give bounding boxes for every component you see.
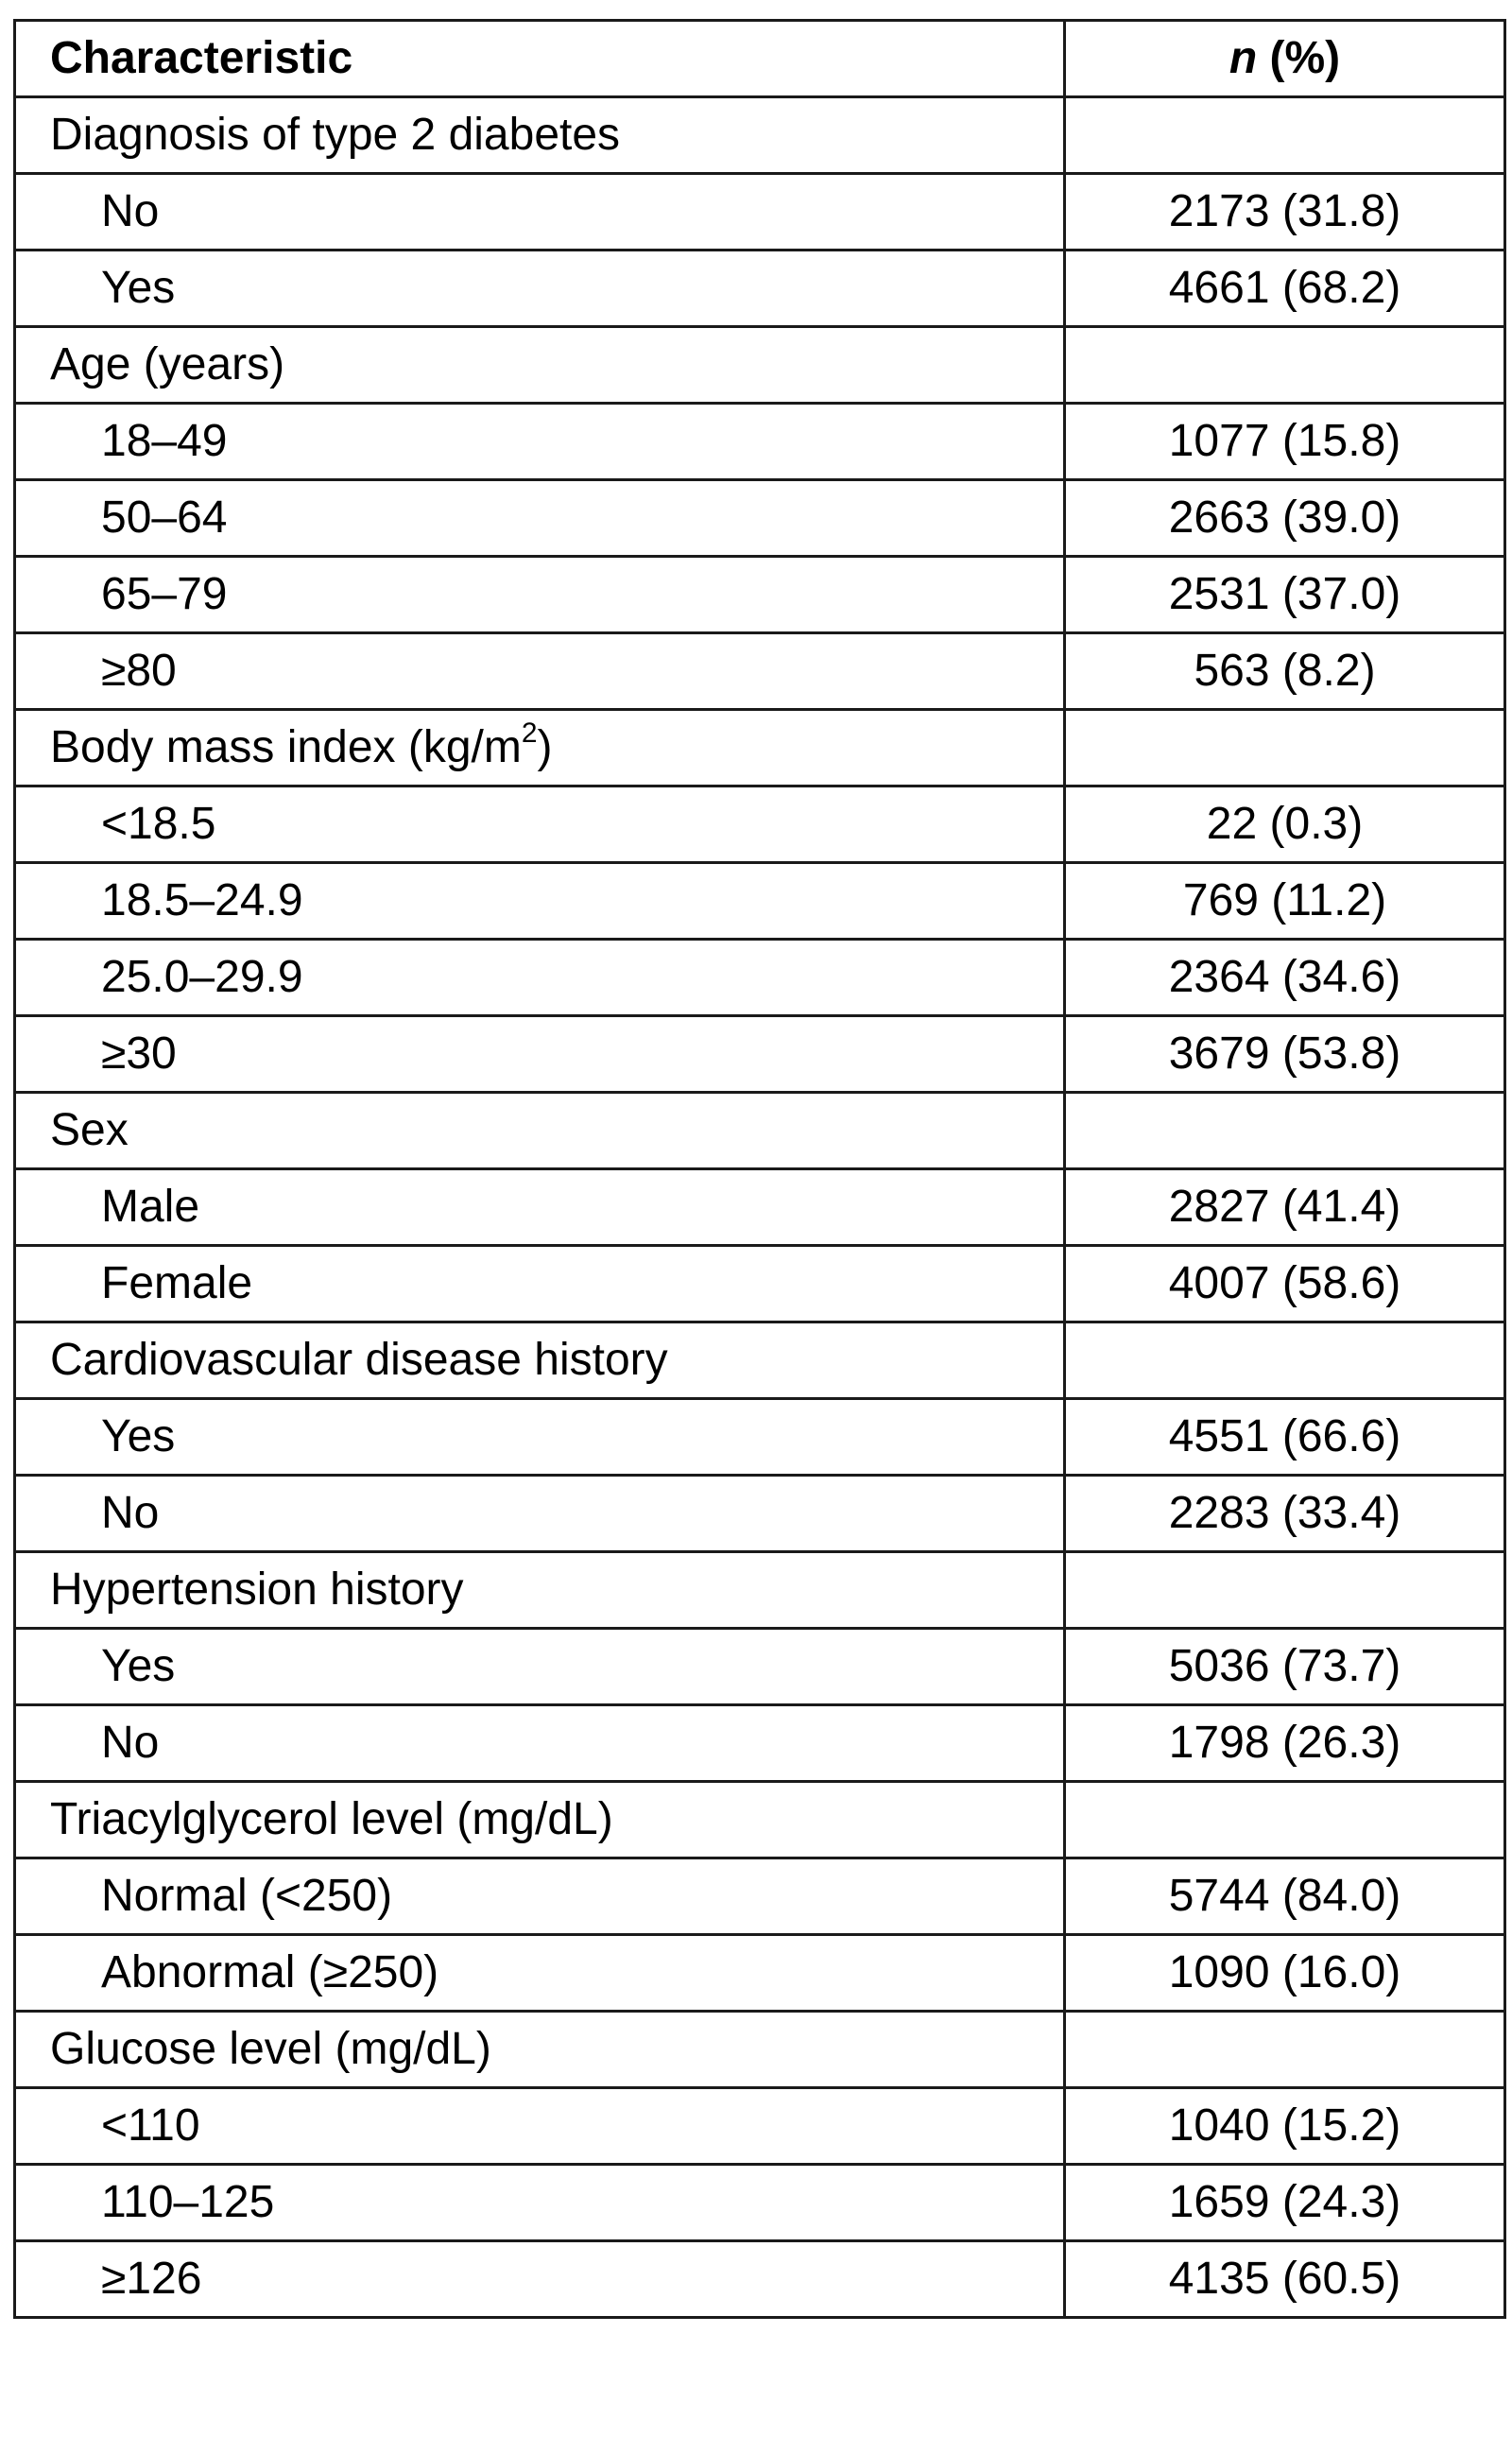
row-label: Female bbox=[15, 1246, 1065, 1322]
table-row bbox=[15, 1858, 1505, 1935]
row-label: <110 bbox=[15, 2088, 1065, 2165]
group-label: Sex bbox=[15, 1093, 1065, 1169]
characteristics-table bbox=[13, 19, 1506, 2319]
group-label-text: Body mass index (kg/m bbox=[50, 722, 522, 772]
header-n: n bbox=[1228, 33, 1258, 83]
table-row bbox=[15, 1016, 1505, 1093]
table-row bbox=[15, 633, 1505, 710]
row-value: 2364 (34.6) bbox=[1065, 940, 1505, 1016]
row-label: Abnormal (≥250) bbox=[15, 1935, 1065, 2012]
table-row bbox=[15, 480, 1505, 557]
header-percent: (%) bbox=[1257, 33, 1341, 83]
row-value: 1659 (24.3) bbox=[1065, 2165, 1505, 2241]
group-label: Glucose level (mg/dL) bbox=[15, 2012, 1065, 2088]
row-label: 18.5–24.9 bbox=[15, 863, 1065, 940]
table-row bbox=[15, 1705, 1505, 1782]
row-value: 1798 (26.3) bbox=[1065, 1705, 1505, 1782]
table-row bbox=[15, 2088, 1505, 2165]
row-label: Yes bbox=[15, 251, 1065, 327]
header-n-percent bbox=[1065, 21, 1505, 97]
row-value: 4661 (68.2) bbox=[1065, 251, 1505, 327]
group-label-suffix: ) bbox=[537, 722, 553, 772]
row-value: 4551 (66.6) bbox=[1065, 1399, 1505, 1476]
row-value: 4135 (60.5) bbox=[1065, 2241, 1505, 2318]
row-label: No bbox=[15, 1705, 1065, 1782]
group-value-empty bbox=[1065, 1552, 1505, 1629]
row-label: Yes bbox=[15, 1629, 1065, 1705]
table-row bbox=[15, 174, 1505, 251]
row-label: <18.5 bbox=[15, 786, 1065, 863]
group-value-empty bbox=[1065, 1322, 1505, 1399]
group-value-empty bbox=[1065, 1782, 1505, 1858]
group-row-glucose bbox=[15, 2012, 1505, 2088]
row-value: 5036 (73.7) bbox=[1065, 1629, 1505, 1705]
row-value: 2283 (33.4) bbox=[1065, 1476, 1505, 1552]
row-value: 3679 (53.8) bbox=[1065, 1016, 1505, 1093]
table-row bbox=[15, 2165, 1505, 2241]
group-label-superscript: 2 bbox=[521, 717, 538, 749]
group-row-age bbox=[15, 327, 1505, 404]
row-label: ≥30 bbox=[15, 1016, 1065, 1093]
row-label: 110–125 bbox=[15, 2165, 1065, 2241]
row-label: 25.0–29.9 bbox=[15, 940, 1065, 1016]
row-value: 22 (0.3) bbox=[1065, 786, 1505, 863]
table-row bbox=[15, 1476, 1505, 1552]
row-label: 50–64 bbox=[15, 480, 1065, 557]
row-label: Normal (<250) bbox=[15, 1858, 1065, 1935]
row-value: 2531 (37.0) bbox=[1065, 557, 1505, 633]
table-row bbox=[15, 1246, 1505, 1322]
row-label: No bbox=[15, 1476, 1065, 1552]
row-value: 2663 (39.0) bbox=[1065, 480, 1505, 557]
row-label: Yes bbox=[15, 1399, 1065, 1476]
group-value-empty bbox=[1065, 1093, 1505, 1169]
row-value: 563 (8.2) bbox=[1065, 633, 1505, 710]
table-row bbox=[15, 2241, 1505, 2318]
characteristics-table-container bbox=[13, 19, 1503, 2319]
row-value: 1090 (16.0) bbox=[1065, 1935, 1505, 2012]
group-value-empty bbox=[1065, 2012, 1505, 2088]
group-value-empty bbox=[1065, 327, 1505, 404]
table-row bbox=[15, 786, 1505, 863]
table-row bbox=[15, 404, 1505, 480]
row-value: 4007 (58.6) bbox=[1065, 1246, 1505, 1322]
table-row bbox=[15, 1629, 1505, 1705]
group-label: Diagnosis of type 2 diabetes bbox=[15, 97, 1065, 174]
table-row bbox=[15, 940, 1505, 1016]
group-label: Age (years) bbox=[15, 327, 1065, 404]
row-value: 2827 (41.4) bbox=[1065, 1169, 1505, 1246]
group-row-cardiovascular bbox=[15, 1322, 1505, 1399]
row-value: 1040 (15.2) bbox=[1065, 2088, 1505, 2165]
group-value-empty bbox=[1065, 710, 1505, 786]
table-row bbox=[15, 1935, 1505, 2012]
table-header-row bbox=[15, 21, 1505, 97]
row-value: 5744 (84.0) bbox=[1065, 1858, 1505, 1935]
header-characteristic: Characteristic bbox=[15, 21, 1065, 97]
row-label: ≥80 bbox=[15, 633, 1065, 710]
row-label: ≥126 bbox=[15, 2241, 1065, 2318]
group-value-empty bbox=[1065, 97, 1505, 174]
table-row bbox=[15, 557, 1505, 633]
table-row bbox=[15, 1399, 1505, 1476]
table-row bbox=[15, 863, 1505, 940]
group-row-sex bbox=[15, 1093, 1505, 1169]
row-value: 2173 (31.8) bbox=[1065, 174, 1505, 251]
row-label: No bbox=[15, 174, 1065, 251]
table-row bbox=[15, 251, 1505, 327]
group-label: Cardiovascular disease history bbox=[15, 1322, 1065, 1399]
group-row-bmi bbox=[15, 710, 1505, 786]
group-row-diagnosis bbox=[15, 97, 1505, 174]
row-value: 1077 (15.8) bbox=[1065, 404, 1505, 480]
table-row bbox=[15, 1169, 1505, 1246]
row-label: 65–79 bbox=[15, 557, 1065, 633]
group-row-hypertension bbox=[15, 1552, 1505, 1629]
group-row-triacylglycerol bbox=[15, 1782, 1505, 1858]
group-label bbox=[15, 710, 1065, 786]
row-label: 18–49 bbox=[15, 404, 1065, 480]
row-value: 769 (11.2) bbox=[1065, 863, 1505, 940]
group-label: Triacylglycerol level (mg/dL) bbox=[15, 1782, 1065, 1858]
group-label: Hypertension history bbox=[15, 1552, 1065, 1629]
row-label: Male bbox=[15, 1169, 1065, 1246]
